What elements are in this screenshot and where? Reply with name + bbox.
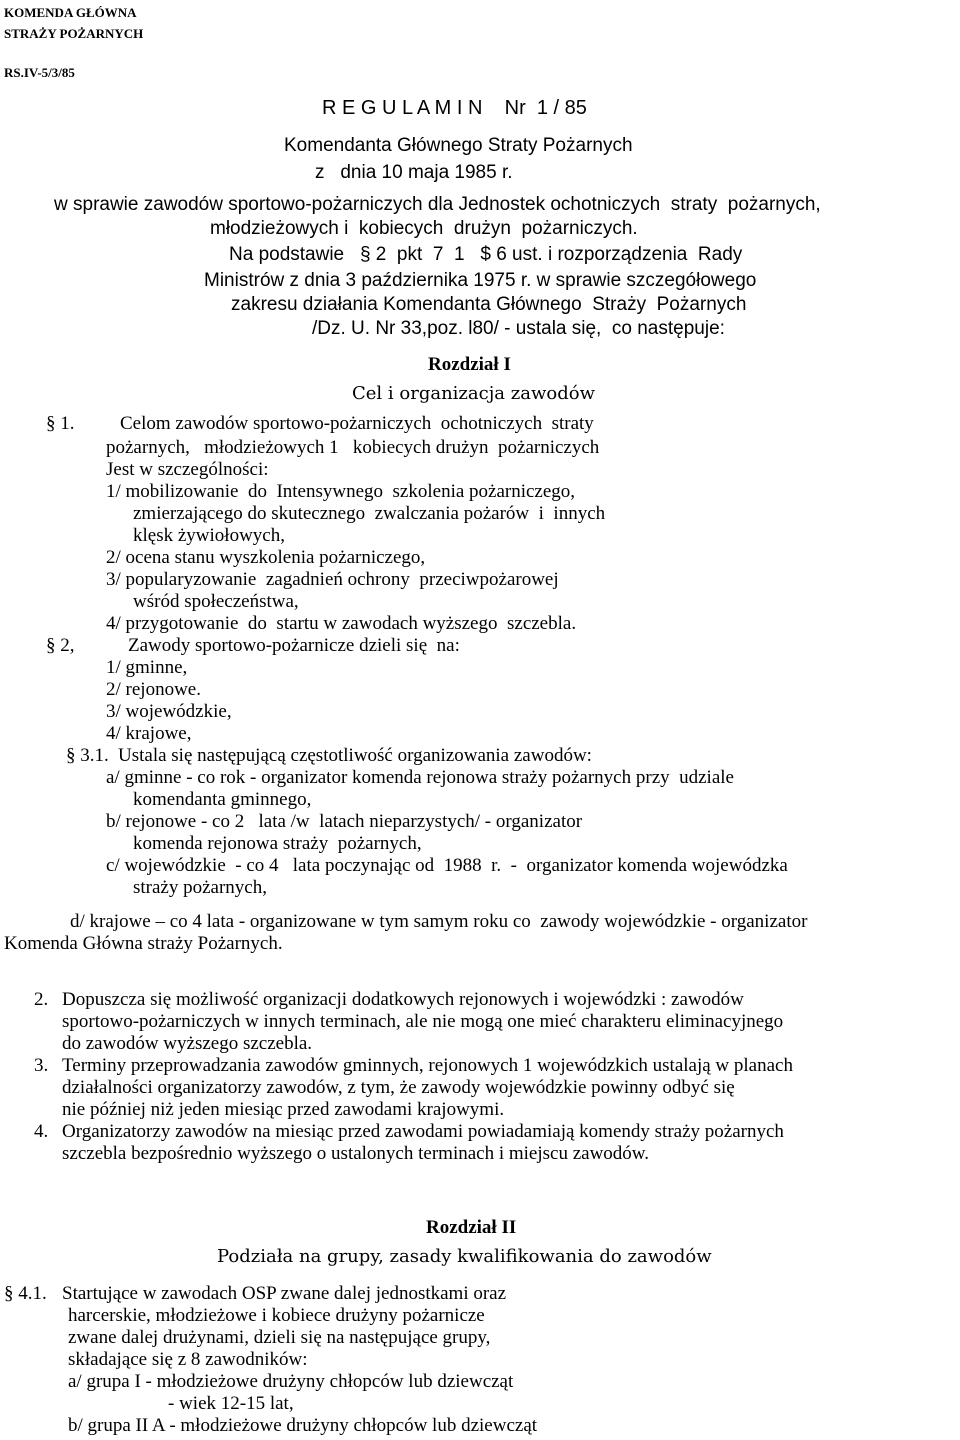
section-3-para-3-line-3: nie później niż jeden miesiąc przed zawodami krajowymi.: [62, 1099, 505, 1120]
section-4-item-a1: a/ grupa I - młodzieżowe drużyny chłopców lub dziewcząt: [68, 1371, 514, 1392]
section-4-item-b1: b/ grupa II A - młodzieżowe drużyny chłopców lub dziewcząt: [68, 1415, 538, 1436]
section-1-item-1a: 1/ mobilizowanie do Intensywnego szkolenia pożarniczego,: [106, 481, 576, 502]
section-4-line-3: zwane dalej drużynami, dzieli się na następujące grupy,: [68, 1327, 491, 1348]
section-4-item-a2: - wiek 12-15 lat,: [168, 1393, 294, 1414]
preamble-line-2: Ministrów z dnia 3 października 1975 r. w sprawie szczegółowego: [204, 270, 757, 291]
section-3-item-c1: c/ wojewódzkie - co 4 lata poczynając od 1988 r. - organizator komenda wojewódzka: [106, 855, 788, 876]
section-3-line-1: Ustala się następującą częstotliwość organizowania zawodów:: [118, 745, 592, 766]
subject-line-2: młodzieżowych i kobiecych drużyn pożarniczych.: [210, 218, 638, 239]
document-date: z dnia 10 maja 1985 r.: [315, 162, 513, 183]
chapter-1-subtitle: Cel i organizacja zawodów: [352, 383, 595, 404]
section-3-item-d1: d/ krajowe – co 4 lata - organizowane w tym samym roku co zawody wojewódzkie - organizator: [70, 911, 808, 932]
document-heading: R E G U L A M I N Nr 1 / 85: [322, 97, 587, 119]
section-3-para-4-line-1: Organizatorzy zawodów na miesiąc przed zawodami powiadamiają komendy straży pożarnych: [62, 1121, 784, 1142]
chapter-2-subtitle: Podziała na grupy, zasady kwalifikowania do zawodów: [217, 1246, 712, 1267]
section-3-item-c2: straży pożarnych,: [133, 877, 267, 898]
issuer-line: Komendanta Głównego Straty Pożarnych: [284, 135, 633, 156]
preamble-line-4: /Dz. U. Nr 33,poz. l80/ - ustala się, co następuje:: [312, 318, 725, 339]
section-3-para-3-line-1: Terminy przeprowadzania zawodów gminnych, rejonowych 1 wojewódzkich ustalają w planach: [62, 1055, 793, 1076]
section-4-line-4: składające się z 8 zawodników:: [68, 1349, 308, 1370]
org-name-line2: STRAŻY POŻARNYCH: [4, 26, 144, 41]
section-3-para-2-line-2: sportowo-pożarniczych w innych terminach, ale nie mogą one mieć charakteru eliminacyjnego: [62, 1011, 784, 1032]
preamble-line-3: zakresu działania Komendanta Głównego Straży Pożarnych: [231, 294, 747, 315]
section-1-line-2: pożarnych, młodzieżowych 1 kobiecych drużyn pożarniczych: [106, 437, 600, 458]
section-1-line-1: Celom zawodów sportowo-pożarniczych ochotniczych straty: [120, 413, 594, 434]
section-3-item-a2: komendanta gminnego,: [133, 789, 312, 810]
preamble-line-1: Na podstawie § 2 pkt 7 1 $ 6 ust. i rozporządzenia Rady: [229, 244, 743, 265]
section-1-marker: § 1.: [46, 413, 75, 434]
section-2-line-1: Zawody sportowo-pożarnicze dzieli się na:: [128, 635, 460, 656]
chapter-2-title: Rozdział II: [426, 1217, 517, 1238]
section-3-item-a1: a/ gminne - co rok - organizator komenda rejonowa straży pożarnych przy udziale: [106, 767, 734, 788]
section-2-item-3: 3/ wojewódzkie,: [106, 701, 232, 722]
section-2-item-2: 2/ rejonowe.: [106, 679, 201, 700]
section-4-line-2: harcerskie, młodzieżowe i kobiece drużyny pożarnicze: [68, 1305, 485, 1326]
section-1-item-4: 4/ przygotowanie do startu w zawodach wyższego szczebla.: [106, 613, 577, 634]
section-3-para-2-number: 2.: [34, 989, 49, 1010]
section-1-item-1c: klęsk żywiołowych,: [133, 525, 285, 546]
section-3-item-b2: komenda rejonowa straży pożarnych,: [133, 833, 422, 854]
section-2-marker: § 2,: [46, 635, 75, 656]
section-3-para-2-line-3: do zawodów wyższego szczebla.: [62, 1033, 313, 1054]
section-1-line-3: Jest w szczególności:: [106, 459, 269, 480]
section-3-para-4-number: 4.: [34, 1121, 49, 1142]
section-1-item-1b: zmierzającego do skutecznego zwalczania pożarów i innych: [133, 503, 606, 524]
section-3-item-d2: Komenda Główna straży Pożarnych.: [4, 933, 283, 954]
subject-line-1: w sprawie zawodów sportowo-pożarniczych dla Jednostek ochotniczych straty pożarnych,: [54, 194, 821, 215]
reference-number: RS.IV-5/3/85: [4, 65, 75, 80]
section-3-marker: § 3.1.: [66, 745, 109, 766]
section-1-item-3a: 3/ popularyzowanie zagadnień ochrony przeciwpożarowej: [106, 569, 559, 590]
section-3-para-3-number: 3.: [34, 1055, 49, 1076]
section-2-item-4: 4/ krajowe,: [106, 723, 192, 744]
section-3-para-2-line-1: Dopuszcza się możliwość organizacji dodatkowych rejonowych i wojewódzki : zawodów: [62, 989, 744, 1010]
section-3-para-4-line-2: szczebla bezpośrednio wyższego o ustalonych terminach i miejscu zawodów.: [62, 1143, 650, 1164]
section-4-marker: § 4.1.: [4, 1283, 47, 1304]
section-4-line-1: Startujące w zawodach OSP zwane dalej jednostkami oraz: [62, 1283, 507, 1304]
section-3-item-b1: b/ rejonowe - co 2 lata /w latach nieparzystych/ - organizator: [106, 811, 583, 832]
chapter-1-title: Rozdział I: [428, 354, 511, 375]
section-1-item-2: 2/ ocena stanu wyszkolenia pożarniczego,: [106, 547, 426, 568]
section-2-item-1: 1/ gminne,: [106, 657, 188, 678]
section-3-para-3-line-2: działalności organizatorzy zawodów, z tym, że zawody wojewódzkie powinny odbyć się: [62, 1077, 735, 1098]
org-name-line1: KOMENDA GŁÓWNA: [4, 5, 137, 20]
section-1-item-3b: wśród społeczeństwa,: [133, 591, 299, 612]
